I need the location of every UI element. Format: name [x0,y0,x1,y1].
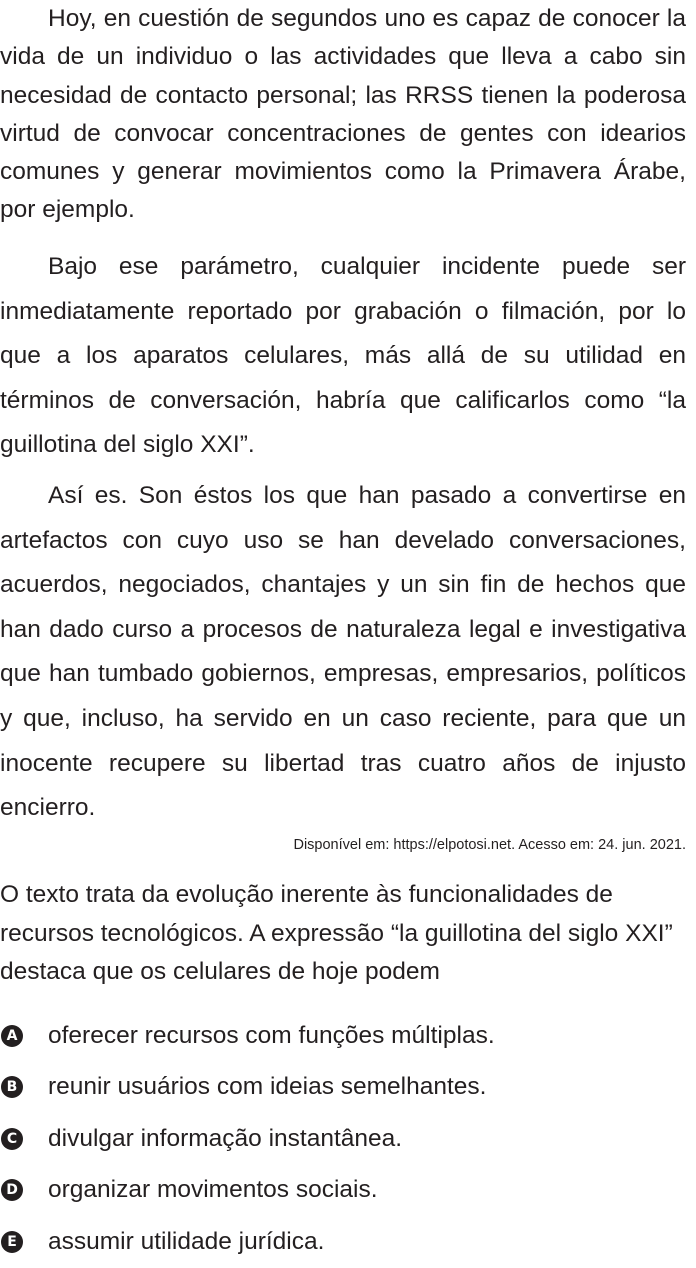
option-d-letter-icon: D [1,1179,23,1201]
option-c[interactable] [0,1113,686,1165]
option-c-letter-icon: C [1,1128,23,1150]
source-citation: Disponível em: https://elpotosi.net. Acesso em: 24. jun. 2021. [293,837,686,853]
passage-paragraph-1: Hoy, en cuestión de segundos uno es capaz de conocer la vida de un individuo o las actividades que lleva a cabo sin necesidad de contacto personal; las RRSS tienen la poderosa virtud de convocar concentraciones de gentes con idearios comunes y generar movimientos como la Primavera Árabe, por ejemplo. [0,5,686,224]
passage-paragraph-3: Así es. Son éstos los que han pasado a convertirse en artefactos con cuyo uso se han develado conversaciones, acuerdos, negociados, chantajes y un sin fin de hechos que han dado curso a procesos de naturaleza legal e investigativa que han tumbado gobiernos, empresas, empresarios, políticos y que, incluso, ha servido en un caso reciente, para que un inocente recupere su libertad tras cuatro años de injusto encierro. [0,482,686,822]
option-a-letter-icon: A [1,1025,23,1047]
option-c-text: divulgar informação instantânea. [48,1124,403,1152]
option-a-text: oferecer recursos com funções múltiplas. [48,1021,495,1049]
option-b[interactable] [0,1062,686,1114]
option-b-letter-icon: B [1,1076,23,1098]
option-e-letter-icon: E [1,1231,23,1253]
question-stem: O texto trata da evolução inerente às funcionalidades de recursos tecnológicos. A expressão “la guillotina del siglo XXI” destaca que os celulares de hoje podem [0,881,673,985]
option-e-text: assumir utilidade jurídica. [48,1227,325,1255]
option-b-text: reunir usuários com ideias semelhantes. [48,1073,487,1101]
option-a[interactable] [0,1010,686,1062]
option-d[interactable] [0,1165,686,1217]
option-e[interactable] [0,1216,686,1268]
answer-options [0,1010,686,1268]
option-d-text: organizar movimentos sociais. [48,1176,378,1204]
passage-paragraph-2: Bajo ese parámetro, cualquier incidente puede ser inmediatamente reportado por grabación o filmación, por lo que a los aparatos celulares, más allá de su utilidad en términos de conversación, habría que calificarlos como “la guillotina del siglo XXI”. [0,253,686,458]
